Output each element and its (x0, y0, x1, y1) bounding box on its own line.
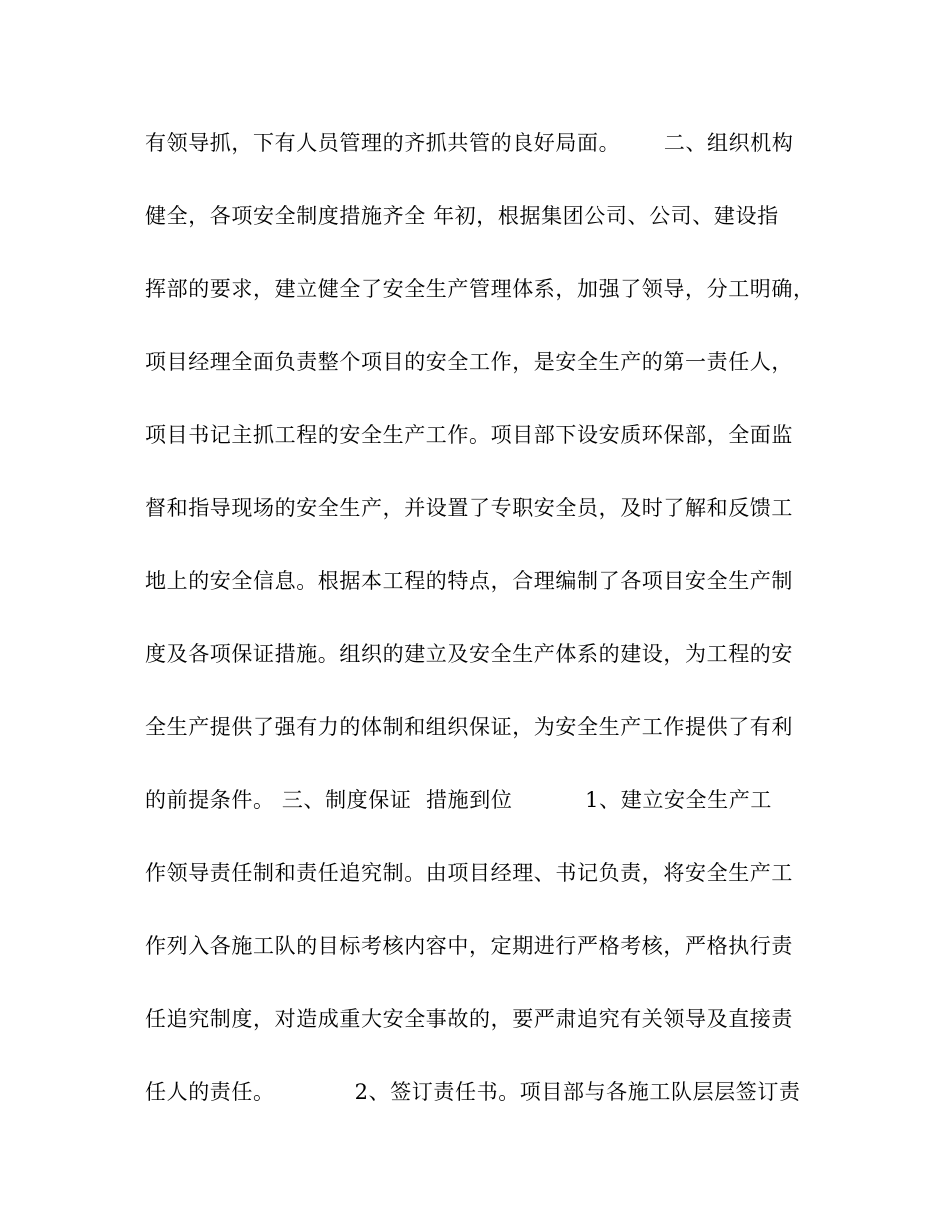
text-line: 任追究制度，对造成重大安全事故的，要严肃追究有关领导及直接责 (145, 1007, 793, 1031)
text-line: 的前提条件。 三、制度保证 措施到位 1、建立安全生产工 (145, 788, 772, 812)
text-line: 有领导抓，下有人员管理的齐抓共管的良好局面。 二、组织机构 (145, 131, 794, 155)
text-line: 地上的安全信息。根据本工程的特点，合理编制了各项目安全生产制 (145, 569, 793, 593)
text-line: 度及各项保证措施。组织的建立及安全生产体系的建设，为工程的安 (145, 642, 793, 666)
text-line: 项目书记主抓工程的安全生产工作。项目部下设安质环保部，全面监 (145, 423, 793, 447)
text-line: 项目经理全面负责整个项目的安全工作，是安全生产的第一责任人， (145, 350, 793, 374)
text-line: 督和指导现场的安全生产，并设置了专职安全员，及时了解和反馈工 (145, 496, 793, 520)
text-line: 健全，各项安全制度措施齐全 年初，根据集团公司、公司、建设指 (145, 204, 779, 228)
text-line: 任人的责任。 2、签订责任书。项目部与各施工队层层签订责 (145, 1080, 801, 1104)
text-line: 挥部的要求，建立健全了安全生产管理体系，加强了领导，分工明确， (145, 277, 815, 301)
text-line: 全生产提供了强有力的体制和组织保证，为安全生产工作提供了有利 (145, 715, 793, 739)
text-line: 作列入各施工队的目标考核内容中，定期进行严格考核，严格执行责 (145, 934, 793, 958)
text-line: 作领导责任制和责任追究制。由项目经理、书记负责，将安全生产工 (145, 861, 793, 885)
